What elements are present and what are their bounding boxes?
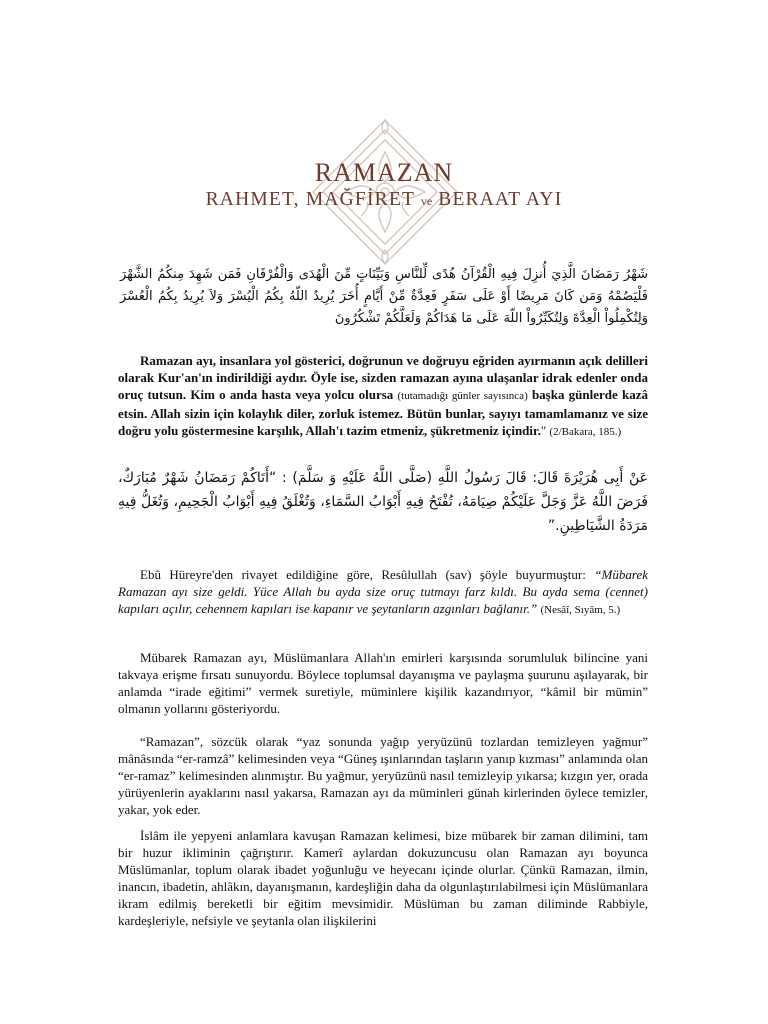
subtitle-ve: ve [420,194,433,208]
hadith-arabic: عَنْ أَبِى هُرَيْرَةَ قَالَ: قَالَ رَسُولُ اللَّهِ (صَلَّى اللَّهُ عَلَيْهِ وَ سَلَّمَ) : “أَتَاكُمْ رَمَضَانُ شَهْرٌ مُبَارَكٌ، فَرَضَ اللَّهُ عَزَّ وَجَلَّ عَلَيْكُمْ صِيَامَهُ، تُفْتَحُ فِيهِ أَبْوَابُ السَّمَاءِ، وَتُغْلَقُ فِيهِ أَبْوَابُ الْجَحِيمِ، وَتُغَلُّ فِيهِ مَرَدَةُ الشَّيَاطِينِ.” [118,470,648,534]
translation-bold-1: Ramazan ayı, insanlara yol gösterici, doğrunun ve doğruyu eğriden ayırmanın açık delilleri olarak Kur'an'ın indirildiği aydır. Öyle ise, sizden ramazan ayına ulaşanlar idrak edenler onda oruç tutsun. Kim o anda hasta veya yolcu olursa [118,353,648,402]
translation-bold-2: başka günlerde kazâ etsin. Allah sizin için kolaylık diler, zorluk istemez. Bütün bunlar, sayıyı tamamlamanız ve size doğru yolu göstermesine karşılık, Allah'ı tazim etmeniz, şükretmeniz içindir. [118,387,649,438]
translation-paren: (tutamadığı günler sayısınca) [397,390,528,402]
translation-close-quote: " [540,423,547,438]
hadith-quote: “Mübarek Ramazan ayı size geldi. Yüce Allah bu ayda size oruç tutmayı farz kıldı. Bu ayda sema (cennet) kapıları açılır, cehennem kapıları ise kapanır ve şeytanların azgınları bağlanır.” [118,567,649,616]
body-paragraph-2: “Ramazan”, sözcük olarak “yaz sonunda yağıp yeryüzünü tozlardan temizleyen yağmur” mânâsında “er-ramzâ” kelimesinden veya “Güneş ışınlarından taşların yanıp kızması” anlamında olan “er-ramaz” kelimesinden alınmıştır. Bu yağmur, yeryüzünü nasıl temizleyip yıkarsa; kızgın yer, orada yürüyenlerin ayaklarını nasıl yakarsa, Ramazan ayı da müminleri günah kirlerinden öylece temizler, yakar, yok eder. [118,734,648,817]
body-paragraph-3: İslâm ile yepyeni anlamlara kavuşan Ramazan kelimesi, bize mübarek bir zaman dilimini, tam bir huzur ikliminin çağrıştırır. Kamerî aylardan dokuzuncusu olan Ramazan ayı boyunca Müslümanlar, toplum olarak ibadet yoğunluğu ve heyecanı içinde olurlar. Çünkü Ramazan, ilmin, inancın, ibadetin, ahlâkın, dayanışmanın, kardeşliğin daha da olgunlaştırılabilmesi için Müslümanlara ikram edilmiş bereketli bir eğitim mevsimidir. Müslüman bu zaman diliminde Rabbiyle, kardeşleriyle, nefsiyle ve şeytanla olan ilişkilerini [118,828,648,928]
verse-reference: (2/Bakara, 185.) [549,426,622,438]
subtitle-end: BERAAT AYI [438,189,563,210]
subtitle-main: RAHMET, MAĞFİRET [205,189,415,210]
page-subtitle [0,189,768,211]
hadith-translation [118,566,648,619]
quran-verse-arabic: شَهْرُ رَمَضَانَ الَّذِيَ أُنزِلَ فِيهِ الْقُرْآنُ هُدًى لِّلنَّاسِ وَبَيِّنَاتٍ مِّنَ الْهُدَى وَالْفُرْقَانِ فَمَن شَهِدَ مِنكُمُ الشَّهْرَ فَلْيَصُمْهُ وَمَن كَانَ مَرِيضًا أَوْ عَلَى سَفَرٍ فَعِدَّةٌ مِّنْ أَيَّامٍ أُخَرَ يُرِيدُ اللّهُ بِكُمُ الْيُسْرَ وَلاَ يُرِيدُ بِكُمُ الْعُسْرَ وَلِتُكْمِلُواْ الْعِدَّةَ وَلِتُكَبِّرُواْ اللّهَ عَلَى مَا هَدَاكُمْ وَلَعَلَّكُمْ تَشْكُرُونَ [120,267,648,326]
body-paragraph-1: Mübarek Ramazan ayı, Müslümanlara Allah'ın emirleri karşısında sorumluluk bilincine yani takvaya erişme fırsatı sunuyordu. Böylece toplumsal dayanışma ve paylaşma şuurunu aşılayarak, bir anlamda “irade eğitimi” vermek suretiyle, müminlere kişilik kazandırıyor, “kâmil bir mümin” olmanın yollarını gösteriyordu. [118,650,648,716]
hadith-intro: Ebû Hüreyre'den rivayet edildiğine göre, Resûlullah (sav) şöyle buyurmuştur: [140,567,586,582]
page-title: RAMAZAN [314,158,454,187]
hadith-reference: (Nesâî, Sıyâm, 5.) [540,604,621,616]
verse-translation [118,352,648,441]
